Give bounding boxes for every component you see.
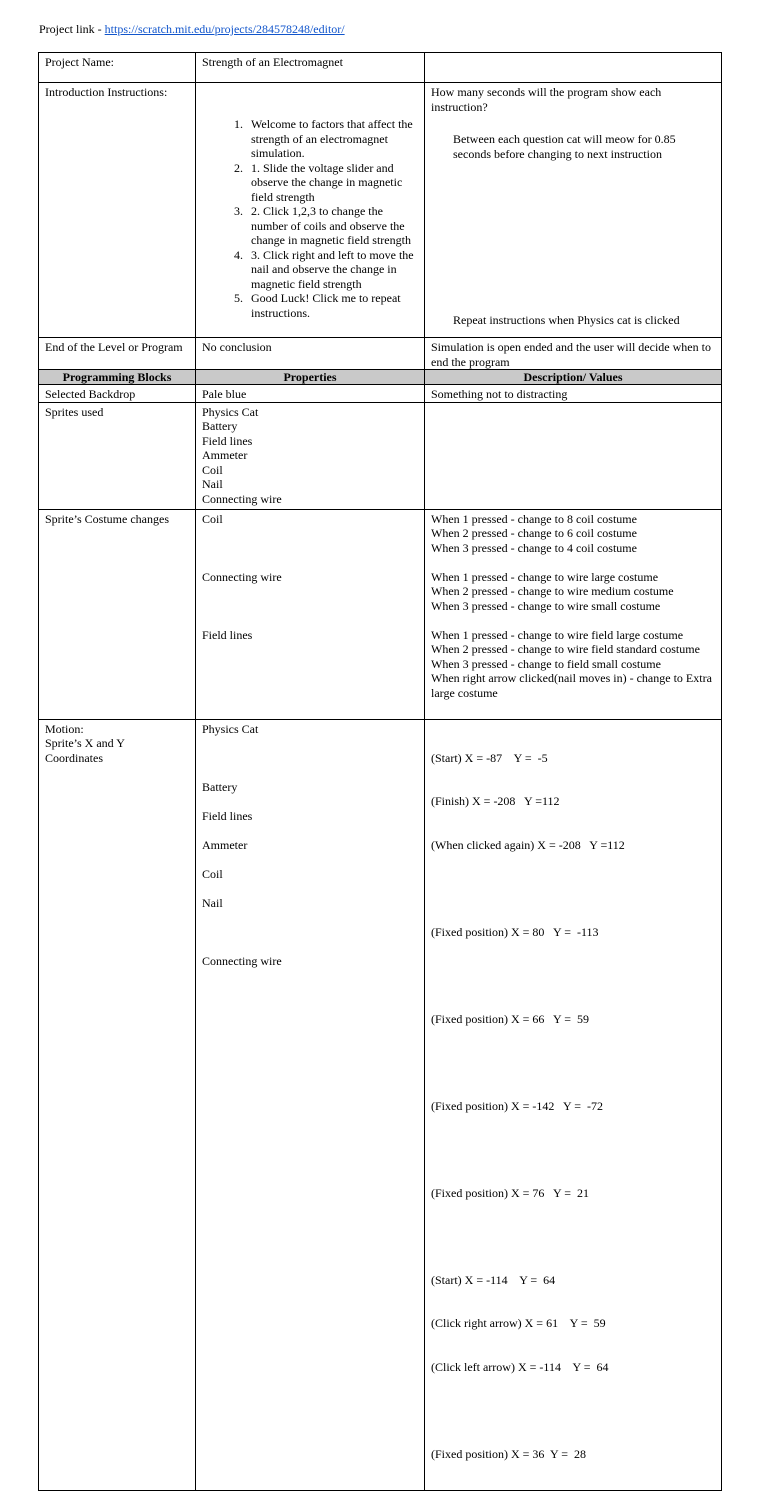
motion-label-line: Sprite’s X and Y (45, 736, 125, 750)
row-costumes (39, 509, 722, 719)
backdrop-desc: Something not to distracting (425, 385, 722, 403)
costume-line: When 1 pressed - change to wire field large costume (431, 627, 684, 642)
sprite-item: Physics Cat (202, 404, 259, 419)
header-description: Description/ Values (425, 370, 722, 385)
row-backdrop (39, 385, 722, 403)
row-motion (39, 719, 722, 1491)
sprites-list (196, 402, 425, 509)
end-desc: Simulation is open ended and the user will decide when to end the program (425, 338, 722, 370)
sprite-item: Battery (202, 419, 238, 433)
backdrop-label: Selected Backdrop (39, 385, 196, 403)
costume-group-name: Coil (202, 511, 223, 526)
motion-coord-line: (Fixed position) X = 66 Y = 59 (431, 1011, 589, 1026)
motion-coord-line: (Finish) X = -208 Y =112 (431, 794, 560, 808)
intro-step: 3. 2. Click 1,2,3 to change the number of coils and observe the change in magnetic field strength (246, 204, 418, 248)
intro-repeat: Repeat instructions when Physics cat is clicked (453, 312, 680, 327)
costumes-properties (196, 509, 425, 719)
intro-step: 5. Good Luck! Click me to repeat instructions. (246, 291, 418, 320)
table-header-row (39, 370, 722, 385)
row-sprites (39, 402, 722, 509)
motion-desc (425, 719, 722, 1491)
motion-coord-line: (Start) X = -114 Y = 64 (431, 1272, 556, 1287)
motion-sprite-name: Connecting wire (202, 953, 282, 968)
motion-label-line: Motion: (45, 721, 84, 736)
costume-line: When 3 pressed - change to 4 coil costume (431, 540, 637, 555)
motion-label-line: Coordinates (45, 750, 103, 765)
intro-answer: Between each question cat will meow for 0.85 seconds before changing to next instruction (453, 132, 676, 161)
costume-line: When 3 pressed - change to field small costume (431, 656, 661, 671)
project-link-line (39, 22, 345, 37)
motion-sprite-name: Ammeter (202, 837, 248, 852)
intro-desc-cell (425, 83, 722, 338)
project-name-value: Strength of an Electromagnet (196, 53, 425, 83)
project-name-label: Project Name: (39, 53, 196, 83)
header-programming-blocks: Programming Blocks (39, 370, 196, 385)
costume-line: When 2 pressed - change to wire field standard costume (431, 642, 700, 656)
motion-coord-line: (Click left arrow) X = -114 Y = 64 (431, 1359, 609, 1374)
sprite-item: Coil (202, 462, 223, 477)
motion-coord-line: (Click right arrow) X = 61 Y = 59 (431, 1316, 606, 1330)
intro-steps-list (202, 117, 418, 320)
project-table (38, 52, 722, 1491)
header-properties: Properties (196, 370, 425, 385)
motion-coord-line: (Fixed position) X = 80 Y = -113 (431, 924, 599, 939)
costume-group-name: Field lines (202, 627, 253, 642)
costume-line: When 1 pressed - change to wire large costume (431, 569, 659, 584)
costumes-label: Sprite’s Costume changes (39, 509, 196, 719)
intro-step: 1. Welcome to factors that affect the strength of an electromagnet simulation. (246, 117, 418, 161)
row-project-name (39, 53, 722, 83)
sprite-item: Connecting wire (202, 491, 282, 506)
costume-line: When 1 pressed - change to 8 coil costume (431, 511, 637, 526)
sprites-label: Sprites used (39, 402, 196, 509)
sprites-desc-empty (425, 402, 722, 509)
project-name-empty (425, 53, 722, 83)
intro-question: How many seconds will the program show each instruction? (431, 85, 662, 114)
motion-sprite-name: Coil (202, 866, 223, 881)
row-intro (39, 83, 722, 338)
motion-properties (196, 719, 425, 1491)
project-link[interactable]: https://scratch.mit.edu/projects/284578248/editor/ (104, 22, 345, 36)
motion-sprite-name: Field lines (202, 808, 253, 823)
motion-sprite-name: Battery (202, 779, 238, 794)
end-value: No conclusion (196, 338, 425, 370)
intro-steps-cell (196, 83, 425, 338)
end-label: End of the Level or Program (39, 338, 196, 370)
costume-line: When right arrow clicked(nail moves in) - change to Extra large costume (431, 671, 712, 700)
intro-step: 4. 3. Click right and left to move the nail and observe the change in magnetic field strength (246, 248, 418, 292)
motion-coord-line: (Fixed position) X = -142 Y = -72 (431, 1098, 603, 1113)
sprite-item: Field lines (202, 433, 253, 448)
costume-group-name: Connecting wire (202, 569, 282, 584)
project-link-label: Project link - (39, 22, 105, 36)
costume-line: When 3 pressed - change to wire small costume (431, 598, 661, 613)
motion-coord-line: (Start) X = -87 Y = -5 (431, 750, 548, 765)
motion-coord-line: (Fixed position) X = 76 Y = 21 (431, 1185, 589, 1200)
motion-coord-line: (When clicked again) X = -208 Y =112 (431, 837, 625, 852)
intro-label: Introduction Instructions: (39, 83, 196, 338)
backdrop-value: Pale blue (196, 385, 425, 403)
sprite-item: Nail (202, 477, 223, 491)
motion-sprite-name: Physics Cat (202, 721, 259, 736)
motion-coord-line: (Fixed position) X = 36 Y = 28 (431, 1446, 586, 1461)
intro-step: 2. 1. Slide the voltage slider and observe the change in magnetic field strength (246, 161, 418, 205)
costume-line: When 2 pressed - change to 6 coil costume (431, 526, 637, 540)
costume-line: When 2 pressed - change to wire medium costume (431, 584, 674, 598)
row-end (39, 338, 722, 370)
motion-sprite-name: Nail (202, 895, 223, 910)
costumes-desc (425, 509, 722, 719)
motion-label (39, 719, 196, 1491)
sprite-item: Ammeter (202, 448, 248, 462)
